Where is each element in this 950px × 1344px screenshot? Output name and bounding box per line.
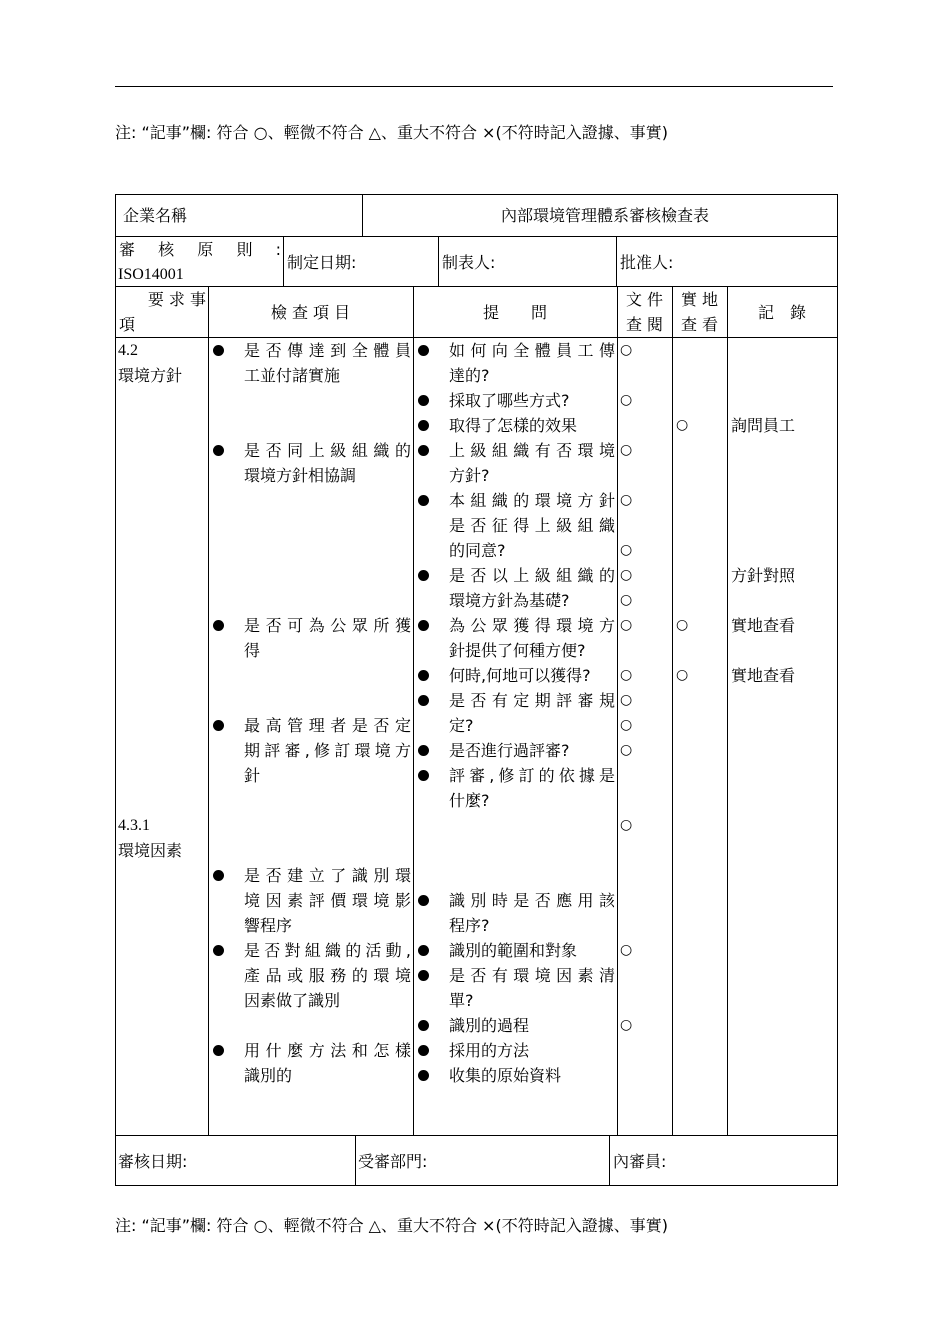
approver-label: 批准人: bbox=[620, 253, 674, 272]
bullet-icon bbox=[418, 895, 429, 906]
bullet-icon bbox=[418, 1070, 429, 1081]
col-header-record: 記 錄 bbox=[757, 303, 806, 322]
bullet-icon bbox=[418, 445, 429, 456]
bullet-icon bbox=[418, 345, 429, 356]
col-header-requirement: 要 求 事 bbox=[147, 290, 206, 309]
bullet-icon bbox=[418, 770, 429, 781]
site-check-mark: ○ bbox=[676, 617, 689, 633]
doc-review-mark: ○ bbox=[620, 692, 633, 708]
audit-checklist-table bbox=[115, 194, 838, 1186]
requirement-code: 4.2 bbox=[118, 342, 138, 359]
question-list: 如何向全體員工傳 達的? 採取了哪些方式? 取得了怎樣的效果 上級組織有否環境 方針? 本組織的環境方針 是否征得上級組織 的同意? 是否以上級組織的 環境方針為基礎? 為公眾獲得環境方 針提供了何種方便? 何時,何地可以獲得? 是否有定期評審規 定? 是否進行過評審? 評審,修訂的依據是 什麼? 識別時是否應用該 程序? 識別的範圍和對象 是否有環境因素清 單? 識別的過程 採用的方法 收集的原始資料 bbox=[418, 338, 615, 1136]
bullet-icon bbox=[213, 945, 224, 956]
bullet-icon bbox=[418, 395, 429, 406]
doc-review-mark: ○ bbox=[620, 592, 633, 608]
doc-review-mark: ○ bbox=[620, 942, 633, 958]
column-header-row bbox=[116, 287, 837, 338]
bullet-icon bbox=[418, 495, 429, 506]
meta-row bbox=[116, 237, 837, 287]
form-title: 內部環境管理體系審核檢查表 bbox=[501, 206, 710, 225]
bullet-icon bbox=[418, 620, 429, 631]
doc-review-mark: ○ bbox=[620, 817, 633, 833]
bullet-icon bbox=[418, 570, 429, 581]
auditor-label: 內審員: bbox=[613, 1152, 667, 1171]
col-header-question: 提 問 bbox=[482, 303, 547, 322]
bullet-icon bbox=[213, 620, 224, 631]
requirement-code: 4.3.1 bbox=[118, 817, 150, 834]
company-name-label: 企業名稱 bbox=[123, 206, 188, 225]
bullet-icon bbox=[418, 695, 429, 706]
made-date-label: 制定日期: bbox=[287, 253, 357, 272]
doc-review-mark: ○ bbox=[620, 667, 633, 683]
maker-label: 制表人: bbox=[442, 253, 496, 272]
bullet-icon bbox=[418, 970, 429, 981]
site-check-mark: ○ bbox=[676, 417, 689, 433]
bullet-icon bbox=[418, 745, 429, 756]
doc-review-mark: ○ bbox=[620, 392, 633, 408]
col-header-site-check-2: 查 看 bbox=[680, 315, 719, 334]
doc-review-mark: ○ bbox=[620, 617, 633, 633]
bullet-icon bbox=[418, 1045, 429, 1056]
requirement-name: 環境因素 bbox=[118, 841, 183, 860]
bullet-icon bbox=[418, 670, 429, 681]
bullet-icon bbox=[213, 345, 224, 356]
audit-principle-value: ISO14001 bbox=[118, 266, 184, 283]
checklist-body bbox=[116, 338, 837, 1136]
doc-review-mark: ○ bbox=[620, 567, 633, 583]
bullet-icon bbox=[213, 1045, 224, 1056]
title-row bbox=[116, 195, 837, 237]
record-entry: 方針對照 bbox=[731, 566, 796, 585]
record-entry: 詢問員工 bbox=[731, 416, 796, 435]
audited-dept-label: 受審部門: bbox=[358, 1152, 428, 1171]
bullet-icon bbox=[213, 445, 224, 456]
bullet-icon bbox=[213, 870, 224, 881]
col-header-site-check: 實 地 bbox=[680, 290, 719, 309]
legend-note-bottom: 注: “記事”欄: 符合 ○、輕微不符合 △、重大不符合 ×(不符時記入證據、事實) bbox=[115, 1216, 668, 1235]
check-item-list: 是否傳達到全體員 工並付諸實施 是否同上級組織的 環境方針相協調 是否可為公眾所獲 得 最高管理者是否定 期評審,修訂環境方 針 是否建立了識別環 境因素評價環境影 響程序 是否對組織的活動, 產品或服務的環境 因素做了識別 用什麼方法和怎樣 識別的 bbox=[213, 338, 411, 1136]
bullet-icon bbox=[213, 720, 224, 731]
top-rule bbox=[115, 86, 833, 87]
requirement-name: 環境方針 bbox=[118, 366, 183, 385]
legend-note-top: 注: “記事”欄: 符合 ○、輕微不符合 △、重大不符合 ×(不符時記入證據、事實) bbox=[115, 123, 668, 142]
col-header-doc-review: 文 件 bbox=[625, 290, 664, 309]
bullet-icon bbox=[418, 945, 429, 956]
doc-review-mark: ○ bbox=[620, 542, 633, 558]
record-entry: 實地查看 bbox=[731, 616, 796, 635]
col-header-requirement-2: 項 bbox=[119, 315, 136, 334]
doc-review-mark: ○ bbox=[620, 492, 633, 508]
bullet-icon bbox=[418, 420, 429, 431]
signature-row bbox=[116, 1136, 837, 1185]
col-header-doc-review-2: 查 閱 bbox=[625, 315, 664, 334]
doc-review-mark: ○ bbox=[620, 742, 633, 758]
audit-principle-label: 審 核 原 則 : bbox=[119, 240, 281, 259]
site-check-mark: ○ bbox=[676, 667, 689, 683]
record-entry: 實地查看 bbox=[731, 666, 796, 685]
col-header-check-items: 檢 查 項 目 bbox=[270, 303, 351, 322]
doc-review-mark: ○ bbox=[620, 342, 633, 358]
doc-review-mark: ○ bbox=[620, 1017, 633, 1033]
bullet-icon bbox=[418, 1020, 429, 1031]
audit-date-label: 審核日期: bbox=[118, 1152, 188, 1171]
doc-review-mark: ○ bbox=[620, 442, 633, 458]
doc-review-mark: ○ bbox=[620, 717, 633, 733]
